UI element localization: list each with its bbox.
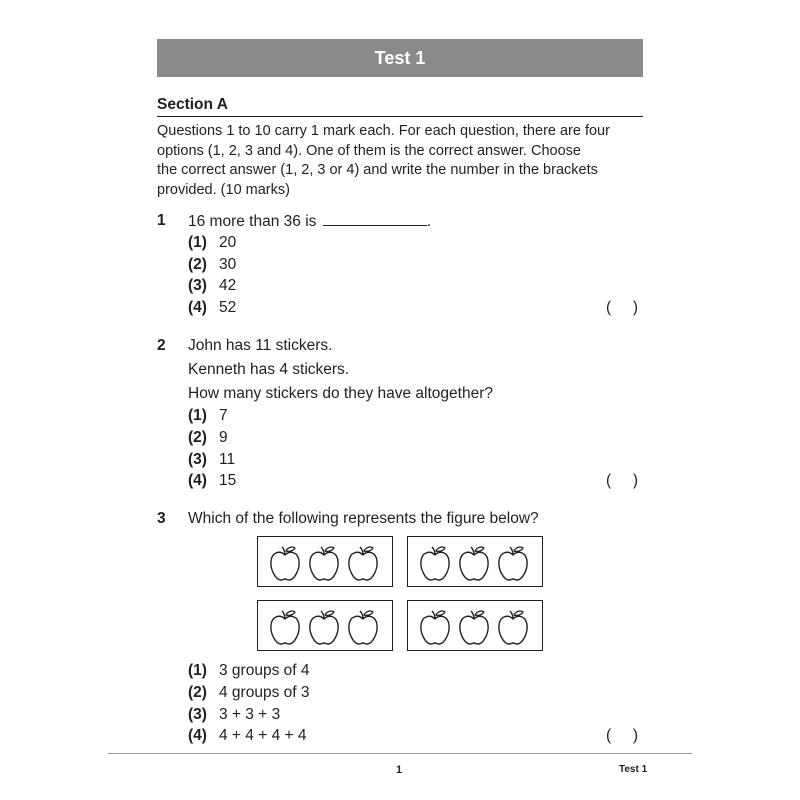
option [188, 472, 236, 490]
apple-icon [310, 611, 338, 644]
option [188, 706, 280, 724]
option [188, 277, 236, 295]
option [188, 662, 309, 680]
option [188, 299, 236, 317]
question-text-end: . [426, 213, 432, 230]
apple-group [407, 536, 543, 587]
apple-icon [349, 547, 377, 580]
apple-group [257, 536, 393, 587]
apple-icon [460, 611, 488, 644]
apple-icon [499, 547, 527, 580]
test-title: Test 1 [374, 47, 426, 68]
apple-group-figure [408, 537, 541, 585]
answer-bracket[interactable] [606, 472, 638, 490]
question-text-start: 16 more than 36 is [188, 213, 317, 230]
option-text: 7 [219, 407, 228, 424]
page-number: 1 [396, 764, 403, 776]
option [188, 684, 309, 702]
option-text: 30 [219, 256, 237, 273]
option-text: 20 [219, 234, 237, 251]
option [188, 407, 228, 425]
apple-group-figure [408, 601, 541, 649]
option-label: (2) [188, 256, 207, 273]
bracket-close: ) [632, 299, 638, 316]
apple-icon [421, 611, 449, 644]
option-label: (1) [188, 407, 207, 424]
option-label: (2) [188, 429, 207, 446]
option [188, 234, 236, 252]
apple-group [407, 600, 543, 651]
option-label: (4) [188, 299, 207, 316]
answer-bracket[interactable] [606, 727, 638, 745]
option-text: 3 + 3 + 3 [219, 706, 281, 723]
option-text: 42 [219, 277, 237, 294]
apple-group-figure [258, 537, 391, 585]
option [188, 429, 228, 447]
apple-icon [310, 547, 338, 580]
option [188, 727, 306, 745]
option-text: 11 [219, 451, 236, 468]
option-label: (1) [188, 234, 207, 251]
question-text-line: Kenneth has 4 stickers. [188, 361, 350, 378]
footer-divider [108, 753, 692, 754]
bracket-open: ( [606, 727, 612, 744]
apple-icon [349, 611, 377, 644]
question-text [188, 212, 431, 231]
option-text: 9 [219, 429, 228, 446]
bracket-close: ) [632, 472, 638, 489]
option-label: (3) [188, 451, 207, 468]
instructions [157, 122, 643, 200]
test-title-bar [157, 39, 643, 77]
apple-icon [271, 547, 299, 580]
footer-label: Test 1 [619, 764, 648, 775]
apple-icon [499, 611, 527, 644]
question-number: 2 [157, 337, 166, 354]
option-label: (3) [188, 277, 207, 294]
bracket-open: ( [606, 472, 612, 489]
instructions-line: options (1, 2, 3 and 4). One of them is the correct answer. Choose [157, 142, 581, 159]
question-text: Which of the following represents the figure below? [188, 510, 539, 527]
answer-bracket[interactable] [606, 299, 638, 317]
option-label: (1) [188, 662, 207, 679]
question-number: 3 [157, 510, 166, 527]
option-label: (2) [188, 684, 207, 701]
bracket-open: ( [606, 299, 612, 316]
option-text: 3 groups of 4 [219, 662, 310, 679]
option [188, 451, 235, 469]
option [188, 256, 236, 274]
apple-group-figure [258, 601, 391, 649]
option-text: 15 [219, 472, 237, 489]
question-text-line: How many stickers do they have altogether? [188, 385, 493, 402]
apple-icon [271, 611, 299, 644]
instructions-line: provided. (10 marks) [157, 181, 290, 198]
apple-icon [460, 547, 488, 580]
apple-group [257, 600, 393, 651]
instructions-line: the correct answer (1, 2, 3 or 4) and write the number in the brackets [157, 162, 598, 178]
question-text-line: John has 11 stickers. [188, 337, 333, 354]
option-text: 4 + 4 + 4 + 4 [219, 727, 307, 744]
option-label: (4) [188, 727, 207, 744]
answer-blank [323, 212, 427, 226]
option-text: 52 [219, 299, 237, 316]
option-text: 4 groups of 3 [219, 684, 310, 701]
question-number: 1 [157, 212, 166, 229]
apple-icon [421, 547, 449, 580]
bracket-close: ) [632, 727, 638, 744]
section-heading: Section A [157, 96, 643, 117]
instructions-line: Questions 1 to 10 carry 1 mark each. For each question, there are four [157, 123, 610, 139]
option-label: (4) [188, 472, 207, 489]
option-label: (3) [188, 706, 207, 723]
